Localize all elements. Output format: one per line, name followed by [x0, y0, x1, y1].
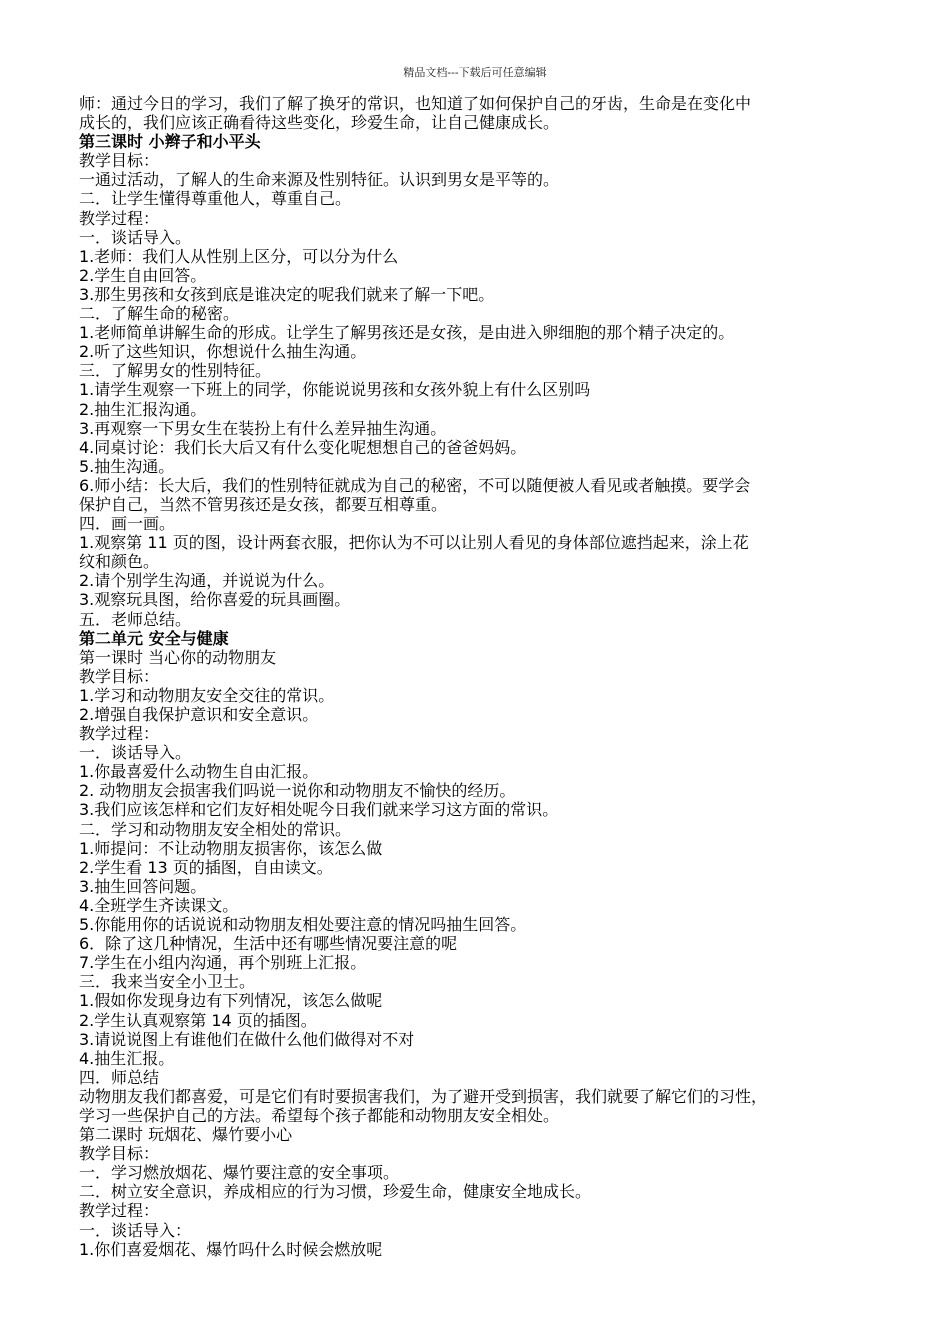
text-line: 1.老师简单讲解生命的形成。让学生了解男孩还是女孩，是由进入卵细胞的那个精子决定的。 — [79, 323, 735, 343]
text-line: 一．谈话导入。 — [79, 743, 192, 763]
text-line: 一．谈话导入： — [79, 1220, 192, 1240]
text-line: 一通过活动，了解人的生命来源及性别特征。认识到男女是平等的。 — [79, 170, 560, 190]
text-line: 成长的，我们应该正确看待这些变化，珍爱生命，让自己健康成长。 — [79, 113, 560, 133]
text-line: 第二课时 玩烟花、爆竹要小心 — [79, 1125, 293, 1145]
text-line: 1.你们喜爱烟花、爆竹吗什么时候会燃放呢 — [79, 1239, 383, 1259]
document-body — [79, 94, 899, 1259]
text-line: 学习一些保护自己的方法。希望每个孩子都能和动物朋友安全相处。 — [79, 1105, 560, 1125]
text-line: 第一课时 当心你的动物朋友 — [79, 647, 277, 667]
text-line: 2.请个别学生沟通，并说说为什么。 — [79, 571, 335, 591]
text-line: 3.那生男孩和女孩到底是谁决定的呢我们就来了解一下吧。 — [79, 284, 495, 304]
text-line: 2.学生看 13 页的插图，自由读文。 — [79, 857, 333, 877]
text-line: 2.增强自我保护意识和安全意识。 — [79, 705, 319, 724]
text-line: 二．了解生命的秘密。 — [79, 304, 240, 324]
text-line: 3.请说说图上有谁他们在做什么他们做得对不对 — [79, 1029, 415, 1049]
text-line: 教学目标： — [79, 1144, 160, 1164]
text-line: 3.抽生回答问题。 — [79, 876, 207, 896]
text-line: 2.学生自由回答。 — [79, 265, 207, 285]
text-line: 师：通过今日的学习，我们了解了换牙的常识，也知道了如何保护自己的牙齿，生命是在变化中 — [79, 94, 752, 113]
text-line: 7.学生在小组内沟通，再个别班上汇报。 — [79, 953, 367, 973]
text-line: 教学目标： — [79, 666, 160, 686]
text-line: 2.抽生汇报沟通。 — [79, 399, 207, 419]
text-line: 3.再观察一下男女生在装扮上有什么差异抽生沟通。 — [79, 418, 447, 438]
text-line: 教学过程： — [79, 1201, 160, 1221]
text-line: 5.你能用你的话说说和动物朋友相处要注意的情况吗抽生回答。 — [79, 915, 527, 935]
text-line: 3.观察玩具图，给你喜爱的玩具画圈。 — [79, 590, 351, 610]
text-line: 纹和颜色。 — [79, 552, 160, 572]
text-line: 2. 动物朋友会损害我们吗说一说你和动物朋友不愉快的经历。 — [79, 781, 516, 801]
text-line: 一．学习燃放烟花、爆竹要注意的安全事项。 — [79, 1163, 400, 1183]
text-line: 教学过程： — [79, 208, 160, 228]
text-line: 四．画一画。 — [79, 514, 176, 534]
section-heading: 第二单元 安全与健康 — [79, 628, 229, 648]
text-line: 1.学习和动物朋友安全交往的常识。 — [79, 685, 335, 705]
text-line: 6．除了这几种情况，生活中还有哪些情况要注意的呢 — [79, 934, 458, 954]
text-line: 4.同桌讨论：我们长大后又有什么变化呢想想自己的爸爸妈妈。 — [79, 437, 527, 457]
text-line: 二．让学生懂得尊重他人，尊重自己。 — [79, 189, 352, 209]
text-line: 保护自己，当然不管男孩还是女孩，都要互相尊重。 — [79, 494, 448, 514]
text-line: 教学目标： — [79, 151, 160, 171]
text-line: 2.学生认真观察第 14 页的插图。 — [79, 1010, 317, 1030]
section-heading: 第三课时 小辫子和小平头 — [79, 132, 261, 152]
text-line: 二．学习和动物朋友安全相处的常识。 — [79, 819, 352, 839]
text-line: 4.抽生汇报。 — [79, 1048, 175, 1068]
text-line: 1.请学生观察一下班上的同学，你能说说男孩和女孩外貌上有什么区别吗 — [79, 380, 591, 400]
text-line: 4.全班学生齐读课文。 — [79, 895, 239, 915]
text-line: 2.听了这些知识，你想说什么抽生沟通。 — [79, 342, 367, 362]
text-line: 1.你最喜爱什么动物生自由汇报。 — [79, 762, 319, 782]
page-header: 精品文档---下载后可任意编辑 — [403, 66, 547, 79]
text-line: 1.观察第 11 页的图，设计两套衣服，把你认为不可以让别人看见的身体部位遮挡起来，涂上花 — [79, 533, 749, 553]
text-line: 一．谈话导入。 — [79, 227, 192, 247]
text-line: 三．我来当安全小卫士。 — [79, 972, 256, 992]
text-line: 三．了解男女的性别特征。 — [79, 361, 272, 381]
text-line: 1.假如你发现身边有下列情况，该怎么做呢 — [79, 991, 383, 1011]
text-line: 3.我们应该怎样和它们友好相处呢今日我们就来学习这方面的常识。 — [79, 800, 559, 820]
text-line: 教学过程： — [79, 724, 160, 744]
text-line: 6.师小结：长大后，我们的性别特征就成为自己的秘密，不可以随便被人看见或者触摸。要学会 — [79, 475, 751, 495]
text-line: 1.老师：我们人从性别上区分，可以分为什么 — [79, 246, 399, 266]
text-line: 四．师总结 — [79, 1067, 160, 1087]
text-line: 二．树立安全意识，养成相应的行为习惯，珍爱生命，健康安全地成长。 — [79, 1182, 592, 1202]
text-line: 动物朋友我们都喜爱，可是它们有时要损害我们，为了避开受到损害，我们就要了解它们的习性， — [79, 1086, 768, 1106]
text-line: 5.抽生沟通。 — [79, 456, 175, 476]
text-line: 1.师提问：不让动物朋友损害你，该怎么做 — [79, 838, 383, 858]
text-line: 五．老师总结。 — [79, 609, 192, 629]
